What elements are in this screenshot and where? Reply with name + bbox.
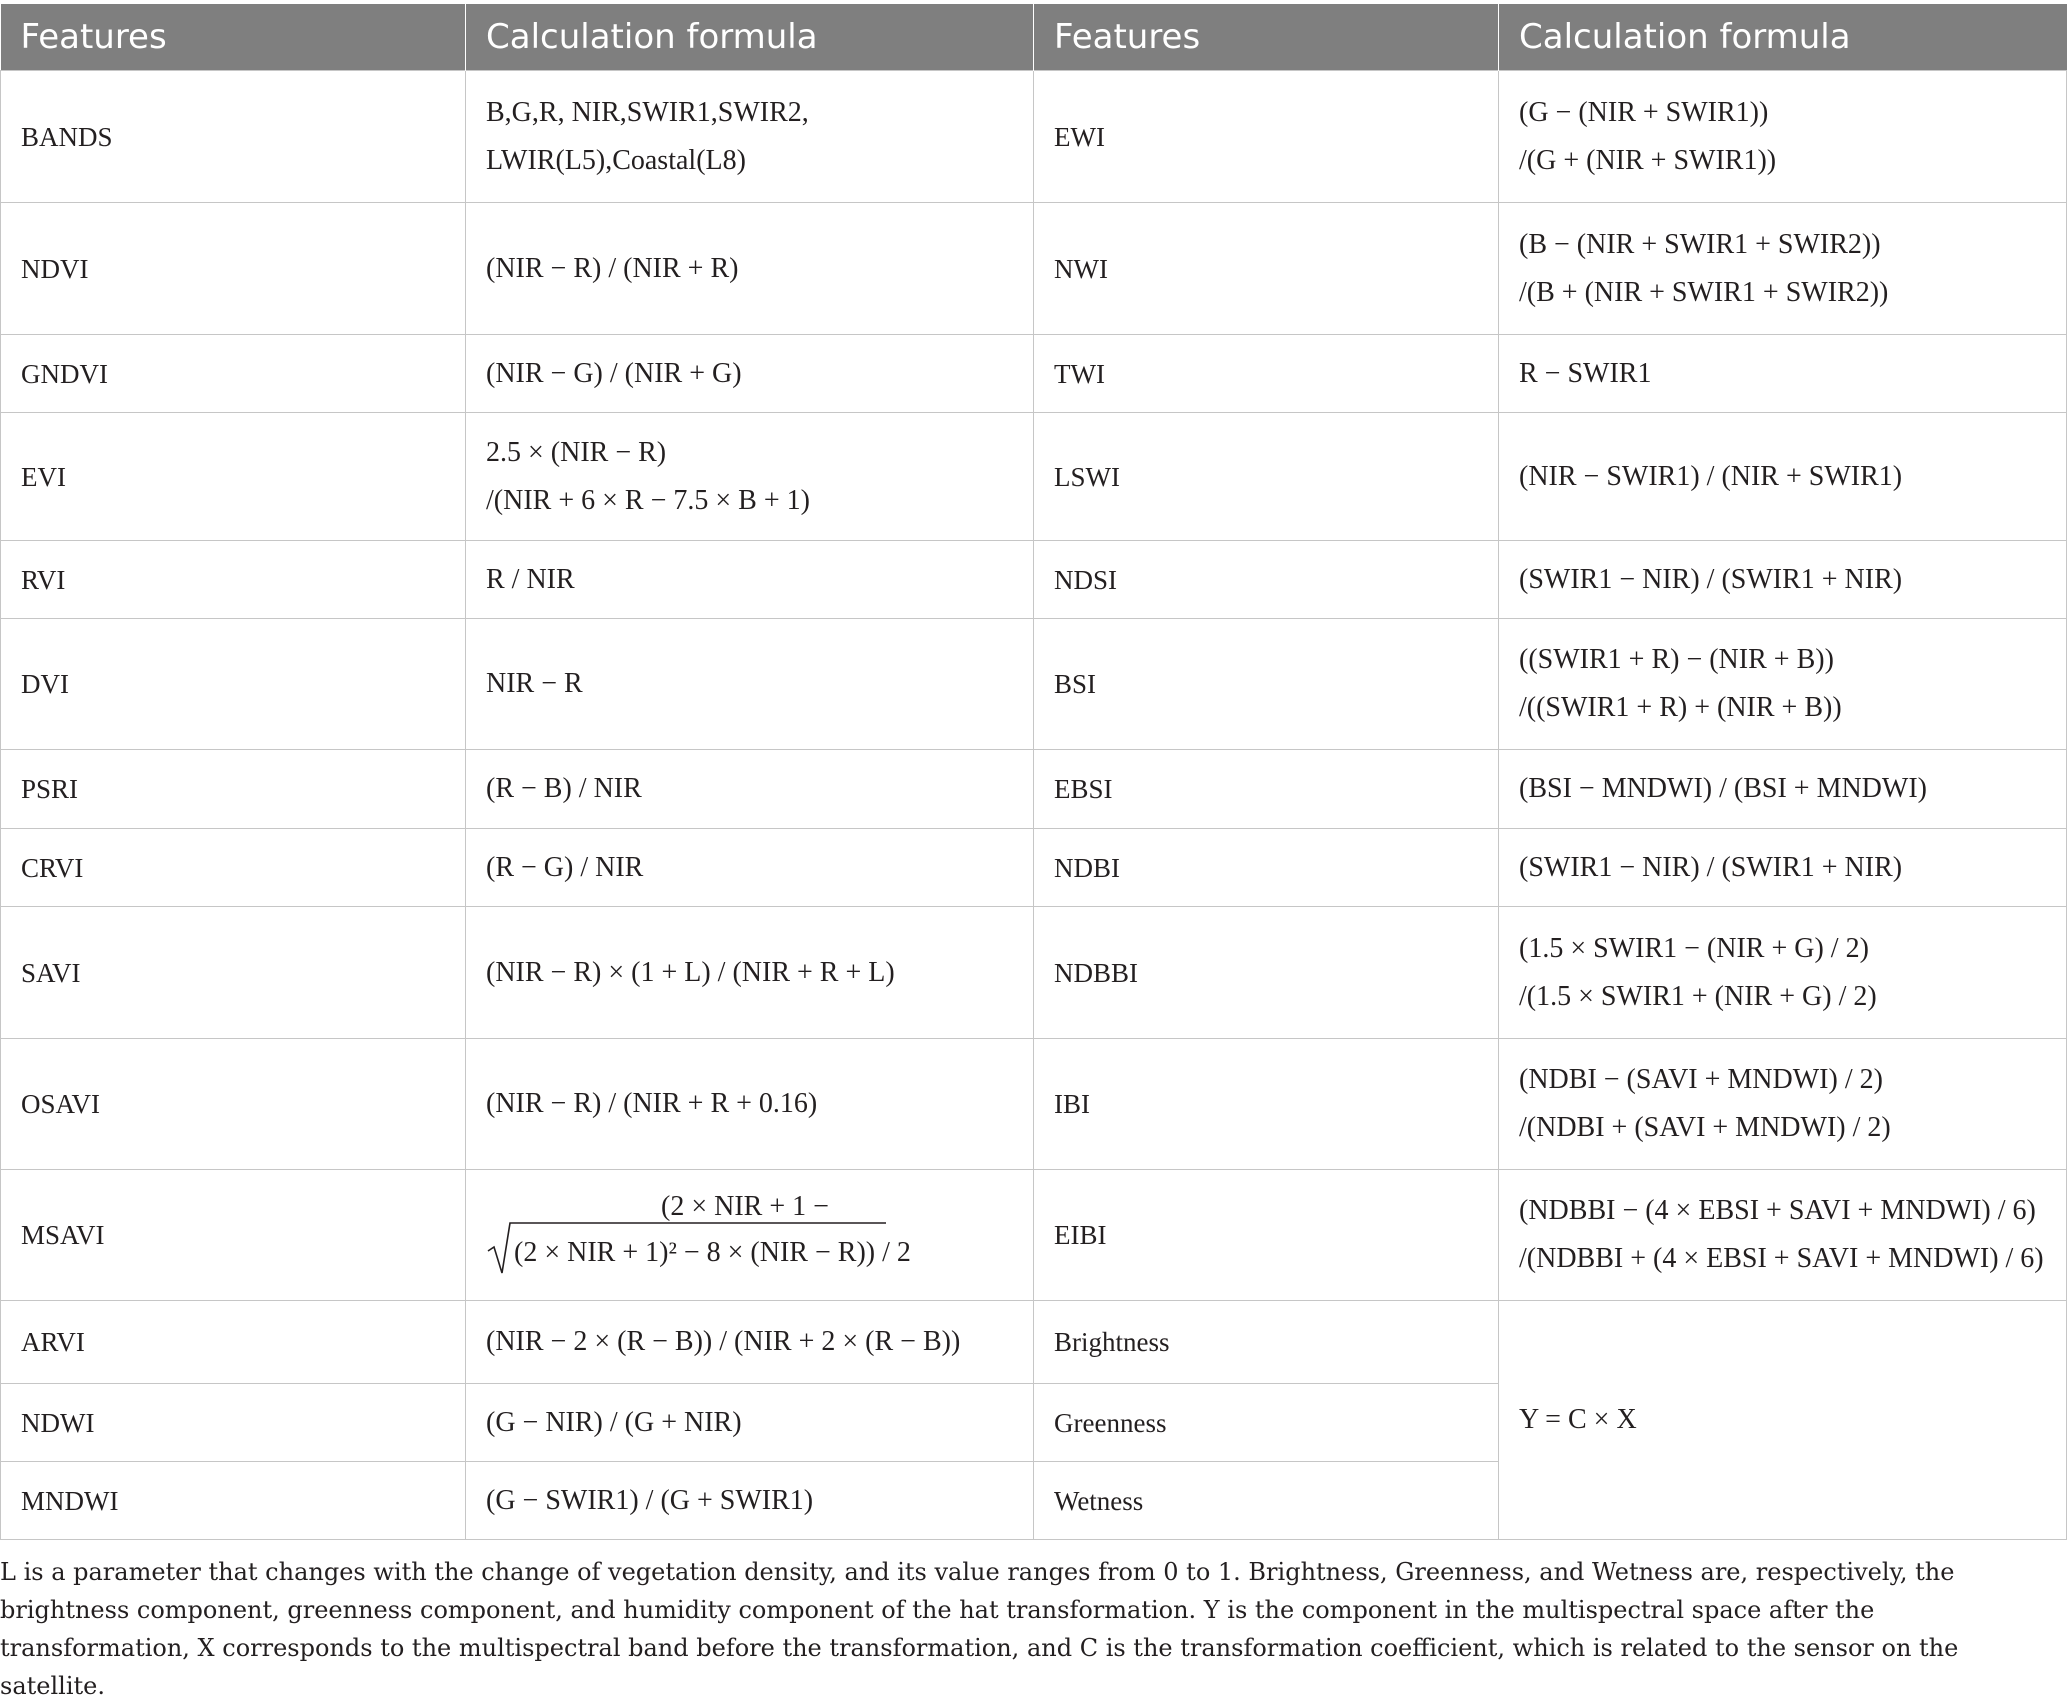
feature-formula (466, 619, 1034, 750)
table-row (1, 413, 2067, 541)
table-footnote: L is a parameter that changes with the change of vegetation density, and its value ranges from 0 to 1. Brightness, Greenness, and Wetness are, respectively, the brightness component, greenness component, and humidity component of the hat transformation. Y is the component in the multispectral space after the transformation, X corresponds to the multispectral band before the transformation, and C is the transformation coefficient, which is related to the sensor on the satellite. (0, 1558, 1959, 1700)
feature-formula (1499, 619, 2067, 750)
feature-name: MNDWI (1, 1462, 466, 1540)
msavi-formula (466, 1170, 1034, 1301)
formula-line: (NIR − G) / (NIR + G) (486, 357, 742, 389)
feature-name: ARVI (1, 1301, 466, 1384)
formula-line: 2.5 × (NIR − R) (486, 436, 667, 468)
feature-name: IBI (1034, 1039, 1499, 1170)
formula-line: (B − (NIR + SWIR1 + SWIR2)) (1519, 228, 1881, 260)
feature-formula (466, 413, 1034, 541)
feature-name: LSWI (1034, 413, 1499, 541)
formula-line: R / NIR (486, 563, 575, 595)
header-formula-right: Calculation formula (1499, 4, 2067, 71)
formula-line: (NDBI − (SAVI + MNDWI) / 2) (1519, 1064, 1883, 1095)
feature-name: NDBI (1034, 829, 1499, 907)
formula-line: (SWIR1 − NIR) / (SWIR1 + NIR) (1519, 851, 1903, 883)
table-row (1, 1301, 2067, 1384)
formula-line: (NIR − R) / (NIR + R) (486, 252, 739, 284)
formula-line: (NIR − R) × (1 + L) / (NIR + R + L) (486, 956, 895, 988)
feature-formula (466, 1384, 1034, 1462)
feature-name: NWI (1034, 203, 1499, 335)
feature-formula (466, 1039, 1034, 1170)
formula-line: (NIR − 2 × (R − B)) / (NIR + 2 × (R − B)) (486, 1326, 961, 1357)
formula-line: (SWIR1 − NIR) / (SWIR1 + NIR) (1519, 563, 1903, 595)
formula-line: (G − (NIR + SWIR1)) (1519, 96, 1769, 128)
formula-line: /(B + (NIR + SWIR1 + SWIR2)) (1519, 276, 1889, 308)
formula-line: /(NDBI + (SAVI + MNDWI) / 2) (1519, 1112, 1891, 1143)
feature-formula (466, 1301, 1034, 1384)
feature-formula (466, 907, 1034, 1039)
formula-line: (NIR − SWIR1) / (NIR + SWIR1) (1519, 460, 1903, 492)
feature-name: NDWI (1, 1384, 466, 1462)
feature-name: EIBI (1034, 1170, 1499, 1301)
feature-name: NDVI (1, 203, 466, 335)
header-formula-left: Calculation formula (466, 4, 1034, 71)
feature-name: DVI (1, 619, 466, 750)
feature-formula (1499, 413, 2067, 541)
formula-line: /(NIR + 6 × R − 7.5 × B + 1) (486, 484, 810, 516)
feature-name: MSAVI (1, 1170, 466, 1301)
feature-name: EBSI (1034, 750, 1499, 829)
feature-name: SAVI (1, 907, 466, 1039)
feature-formula (1499, 335, 2067, 413)
table-row (1, 829, 2067, 907)
feature-name: BSI (1034, 619, 1499, 750)
feature-formula (466, 203, 1034, 335)
table-row (1, 750, 2067, 829)
feature-formula (466, 829, 1034, 907)
feature-formula (466, 71, 1034, 203)
feature-name: PSRI (1, 750, 466, 829)
msavi-numerator: (2 × NIR + 1 − (661, 1191, 829, 1222)
formula-line: ((SWIR1 + R) − (NIR + B)) (1519, 644, 1834, 675)
table-row (1, 335, 2067, 413)
formula-line: (1.5 × SWIR1 − (NIR + G) / 2) (1519, 932, 1869, 964)
msavi-radicand: (2 × NIR + 1)² − 8 × (NIR − R)) / 2 (514, 1237, 911, 1268)
feature-formula (1499, 541, 2067, 619)
formula-line: /(G + (NIR + SWIR1)) (1519, 144, 1777, 176)
formula-line: /((SWIR1 + R) + (NIR + B)) (1519, 692, 1842, 723)
formula-line: (G − NIR) / (G + NIR) (486, 1406, 742, 1438)
msavi-expression (486, 1175, 1033, 1295)
feature-name: NDSI (1034, 541, 1499, 619)
feature-formula (466, 750, 1034, 829)
formula-line: B,G,R, NIR,SWIR1,SWIR2, (486, 96, 809, 128)
feature-formula (1499, 71, 2067, 203)
formula-line: LWIR(L5),Coastal(L8) (486, 144, 746, 176)
feature-name: GNDVI (1, 335, 466, 413)
feature-formula (1499, 1039, 2067, 1170)
feature-formula (1499, 829, 2067, 907)
formula-line: (R − B) / NIR (486, 773, 642, 804)
formula-line: /(NDBBI + (4 × EBSI + SAVI + MNDWI) / 6) (1519, 1243, 2044, 1274)
formula-line: (G − SWIR1) / (G + SWIR1) (486, 1484, 814, 1516)
feature-formula (1499, 750, 2067, 829)
feature-name: EWI (1034, 71, 1499, 203)
feature-name: RVI (1, 541, 466, 619)
formula-line: (R − G) / NIR (486, 851, 644, 883)
feature-formula (466, 1462, 1034, 1540)
feature-name: OSAVI (1, 1039, 466, 1170)
table-row (1, 71, 2067, 203)
formula-line: (NIR − R) / (NIR + R + 0.16) (486, 1088, 818, 1119)
feature-name: EVI (1, 413, 466, 541)
feature-name: CRVI (1, 829, 466, 907)
feature-name: NDBBI (1034, 907, 1499, 1039)
feature-name: Brightness (1034, 1301, 1499, 1384)
table-row (1, 541, 2067, 619)
table-row (1, 1039, 2067, 1170)
features-table (0, 4, 2067, 1540)
table-row (1, 619, 2067, 750)
feature-formula (466, 335, 1034, 413)
header-features-left: Features (1, 4, 466, 71)
feature-formula (1499, 1170, 2067, 1301)
tasseled-cap-formula: Y = C × X (1499, 1301, 2067, 1540)
feature-formula (466, 541, 1034, 619)
feature-name: Wetness (1034, 1462, 1499, 1540)
formula-line: (NDBBI − (4 × EBSI + SAVI + MNDWI) / 6) (1519, 1195, 2036, 1226)
feature-name: BANDS (1, 71, 466, 203)
header-features-right: Features (1034, 4, 1499, 71)
formula-line: R − SWIR1 (1519, 357, 1652, 389)
table-row (1, 907, 2067, 1039)
table-row (1, 1170, 2067, 1301)
feature-name: Greenness (1034, 1384, 1499, 1462)
feature-name: TWI (1034, 335, 1499, 413)
formula-line: NIR − R (486, 668, 583, 699)
table-row (1, 203, 2067, 335)
feature-formula (1499, 203, 2067, 335)
formula-line: /(1.5 × SWIR1 + (NIR + G) / 2) (1519, 980, 1877, 1012)
feature-formula (1499, 907, 2067, 1039)
table-header-row (1, 4, 2067, 71)
formula-line: (BSI − MNDWI) / (BSI + MNDWI) (1519, 773, 1927, 804)
